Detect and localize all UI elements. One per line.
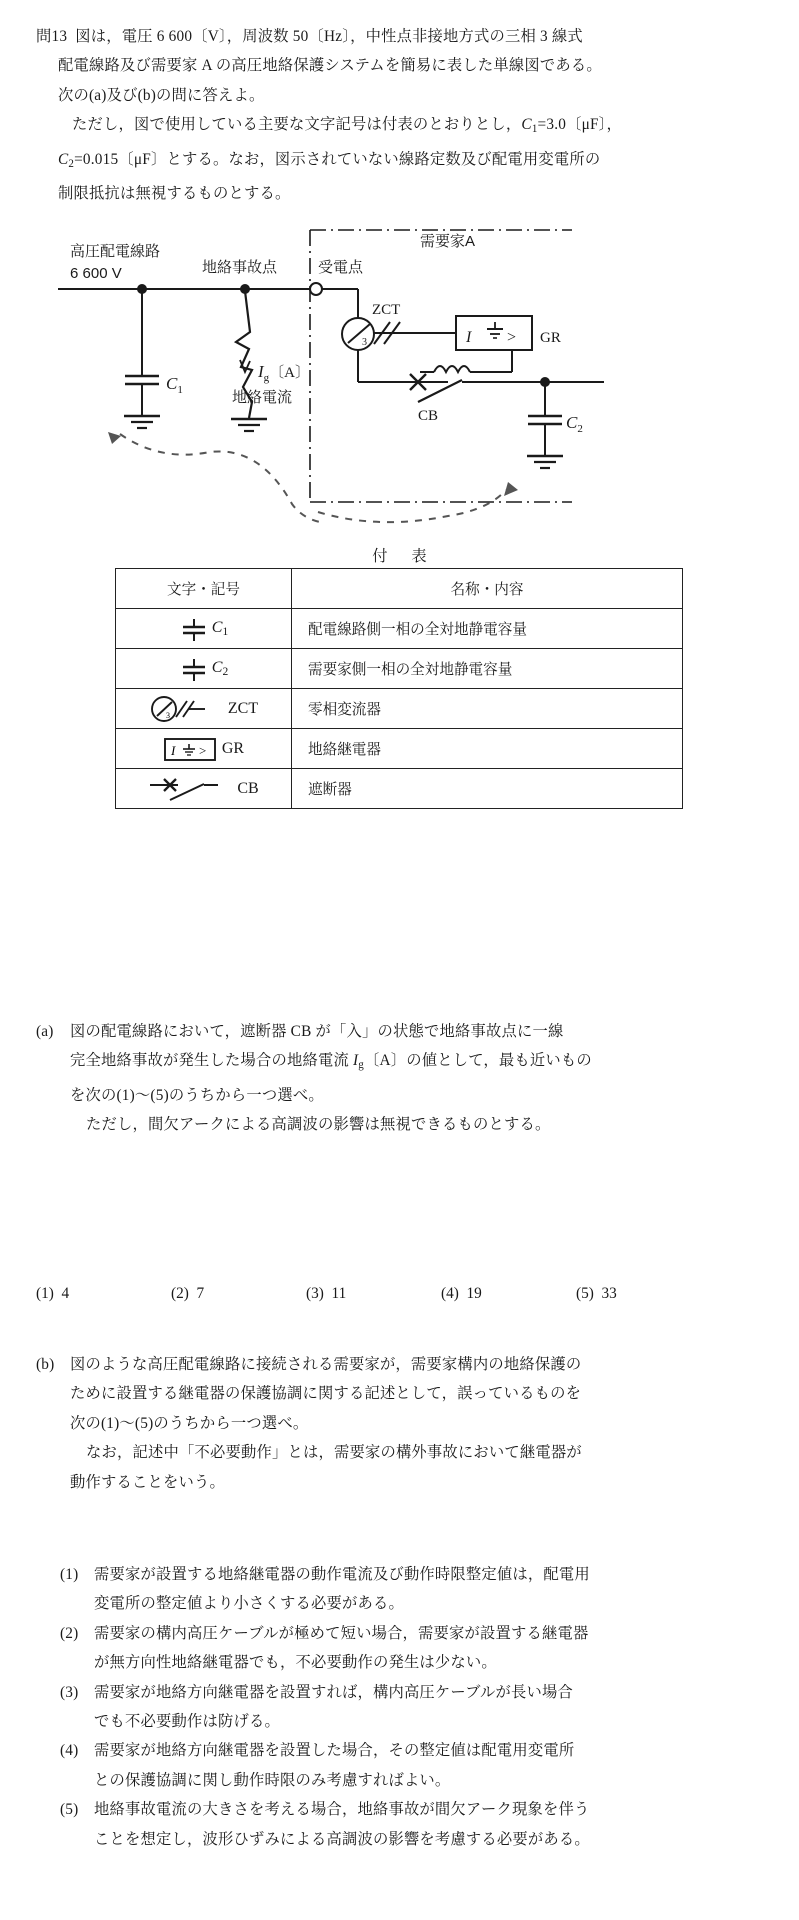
choice-a-3[interactable]: (3) 11 [306, 1285, 347, 1302]
choice-b-5-marker: (5) [60, 1801, 79, 1819]
table-header-symbol: 文字・記号 [116, 569, 292, 609]
stem-line-3: 次の(a)及び(b)の問に答えよ。 [58, 86, 265, 104]
note-line-3: 制限抵抗は無視するものとする。 [58, 185, 291, 203]
choice-b-2-text-2: が無方向性地絡継電器でも，不必要動作の発生は少ない。 [94, 1654, 497, 1672]
part-a-text-1: 図の配電線路において，遮断器 CB が「入」の状態で地絡事故点に一線 [70, 1023, 564, 1040]
current-path-arrow-right [504, 482, 518, 496]
label-gr: GR [540, 330, 561, 346]
label-ground-current: 地絡電流 [232, 389, 293, 406]
table-row [116, 649, 683, 689]
choice-b-5[interactable] [36, 1795, 769, 1824]
part-b [36, 1350, 769, 1497]
symbol-name-zct: 零相変流器 [292, 689, 683, 729]
symbol-name-c1: 配電線路側一相の全対地静電容量 [292, 609, 683, 649]
part-a-line-3: を次の(1)～(5)のうちから一つ選べ。 [70, 1086, 324, 1104]
label-ig: $I_g$〔A〕 [258, 362, 311, 384]
part-b-choices [36, 1560, 769, 1854]
label-fault-point: 地絡事故点 [202, 259, 278, 276]
circuit-breaker-icon [148, 773, 234, 805]
symbol-label-c2: $C_2$ [211, 658, 229, 679]
svg-text:3: 3 [165, 710, 170, 720]
trip-coil [434, 366, 470, 372]
choice-a-2[interactable]: (2) 7 [171, 1285, 205, 1302]
symbol-cell-zct [116, 689, 292, 729]
choice-b-1-marker: (1) [60, 1566, 79, 1583]
choice-b-3[interactable] [36, 1678, 769, 1707]
node-receiving-point [310, 283, 322, 295]
svg-text:I: I [170, 742, 176, 758]
part-a-marker: (a) [36, 1023, 54, 1040]
attached-table [115, 568, 683, 809]
part-b-note-1: なお，記述中「不必要動作」とは，需要家の構外事故において継電器が [86, 1444, 582, 1462]
label-c2: $C_2$ [566, 413, 583, 435]
label-c1: $C_1$ [166, 374, 183, 396]
label-zct: ZCT [372, 302, 401, 318]
part-b-line-2: ために設置する継電器の保護協調に関する記述として，誤っているものを [70, 1385, 582, 1403]
svg-text:>: > [198, 742, 207, 758]
symbol-label-gr: GR [221, 739, 245, 757]
question-number: 問13 [36, 28, 68, 45]
part-a-line-1 [36, 1017, 769, 1046]
choice-a-1[interactable]: (1) 4 [36, 1285, 70, 1302]
choice-b-2-marker: (2) [60, 1624, 79, 1642]
label-zct-sub: 3 [362, 337, 367, 348]
part-b-text-1: 図のような高圧配電線路に接続される需要家が，需要家構内の地絡保護の [70, 1356, 582, 1373]
choice-b-4-marker: (4) [60, 1742, 79, 1760]
capacitor-icon [179, 614, 209, 644]
label-feeder-line1: 高圧配電線路 [70, 243, 161, 260]
choice-a-4[interactable]: (4) 19 [441, 1285, 482, 1302]
label-cb: CB [418, 408, 439, 424]
stem-text-1: 図は，電圧 6 600〔V〕，周波数 50〔Hz〕，中性点非接地方式の三相 3 線式 [75, 28, 583, 45]
ground-relay-icon [163, 735, 219, 763]
current-path-arrow-left [108, 432, 121, 444]
note-line-2: $C_2=0.015$〔μF〕とする。なお，図示されていない線路定数及び配電用変電所の [58, 150, 601, 170]
label-customer: 需要家A [420, 233, 476, 250]
label-gr-box-gt: > [507, 329, 517, 346]
part-b-note-2: 動作することをいう。 [70, 1473, 225, 1491]
choice-b-4-text-1: 需要家が地絡方向継電器を設置した場合，その整定値は配電用変電所 [94, 1742, 575, 1760]
choice-b-3-marker: (3) [60, 1683, 79, 1701]
circuit-diagram [0, 212, 799, 542]
symbol-label-c1: $C_1$ [211, 618, 229, 639]
part-b-line-1 [36, 1350, 769, 1379]
part-a-line-2: 完全地絡事故が発生した場合の地絡電流 $I_g$〔A〕の値として，最も近いもの [70, 1052, 592, 1072]
symbol-name-gr: 地絡継電器 [292, 729, 683, 769]
part-a-note: ただし，間欠アークによる高調波の影響は無視できるものとする。 [86, 1116, 551, 1134]
part-b-line-3: 次の(1)～(5)のうちから一つ選べ。 [70, 1414, 309, 1432]
zct-icon [149, 693, 225, 725]
table-row [116, 689, 683, 729]
symbol-cell-c1 [116, 609, 292, 649]
choice-b-2-text-1: 需要家の構内高圧ケーブルが極めて短い場合，需要家が設置する継電器 [94, 1624, 589, 1642]
choice-b-5-text-1: 地絡事故電流の大きさを考える場合，地絡事故が間欠アーク現象を伴う [94, 1801, 590, 1819]
choice-b-1-text-2: 変電所の整定値より小さくする必要がある。 [94, 1595, 404, 1613]
symbol-name-cb: 遮断器 [292, 769, 683, 809]
symbol-name-c2: 需要家側一相の全対地静電容量 [292, 649, 683, 689]
part-a [36, 1017, 769, 1140]
choice-b-4[interactable] [36, 1736, 769, 1765]
choice-b-1[interactable] [36, 1560, 769, 1589]
symbol-cell-cb [116, 769, 292, 809]
choice-a-5[interactable]: (5) 33 [576, 1285, 617, 1302]
stem-line-1 [36, 22, 769, 51]
table-header-name: 名称・内容 [292, 569, 683, 609]
choice-b-2[interactable] [36, 1619, 769, 1648]
choice-b-3-text-1: 需要家が地絡方向継電器を設置すれば，構内高圧ケーブルが長い場合 [94, 1683, 574, 1701]
symbol-label-cb: CB [237, 779, 259, 797]
symbol-cell-gr [116, 729, 292, 769]
current-path-right [318, 490, 506, 522]
part-a-choices [36, 1285, 776, 1303]
cb-blade [418, 380, 462, 402]
label-gr-box-i: I [466, 329, 472, 346]
part-b-marker: (b) [36, 1356, 55, 1373]
choice-b-5-text-2: ことを想定し，波形ひずみによる高調波の影響を考慮する必要がある。 [94, 1830, 590, 1848]
stem-line-2: 配電線路及び需要家 A の高圧地絡保護システムを簡易に表した単線図である。 [58, 57, 602, 75]
table-row [116, 609, 683, 649]
choice-b-1-text-1: 需要家が設置する地絡継電器の動作電流及び動作時限整定値は，配電用 [94, 1566, 590, 1583]
label-feeder-line2: 6 600 V [70, 265, 122, 282]
capacitor-icon [179, 654, 209, 684]
table-row [116, 729, 683, 769]
note-line-1: ただし，図で使用している主要な文字記号は付表のとおりとし，$C_1=3.0$〔μF〕， [72, 116, 623, 136]
label-receiving-point: 受電点 [318, 259, 364, 276]
choice-b-4-text-2: との保護協調に関し動作時限のみ考慮すればよい。 [94, 1771, 451, 1789]
question-stem [36, 22, 769, 209]
current-path-left [120, 434, 320, 522]
table-row [116, 769, 683, 809]
table-header-row [116, 569, 683, 609]
symbol-label-zct: ZCT [227, 699, 259, 717]
choice-b-3-text-2: でも不必要動作は防げる。 [94, 1713, 280, 1731]
symbol-cell-c2 [116, 649, 292, 689]
attached-table-title: 付 表 [372, 548, 437, 565]
